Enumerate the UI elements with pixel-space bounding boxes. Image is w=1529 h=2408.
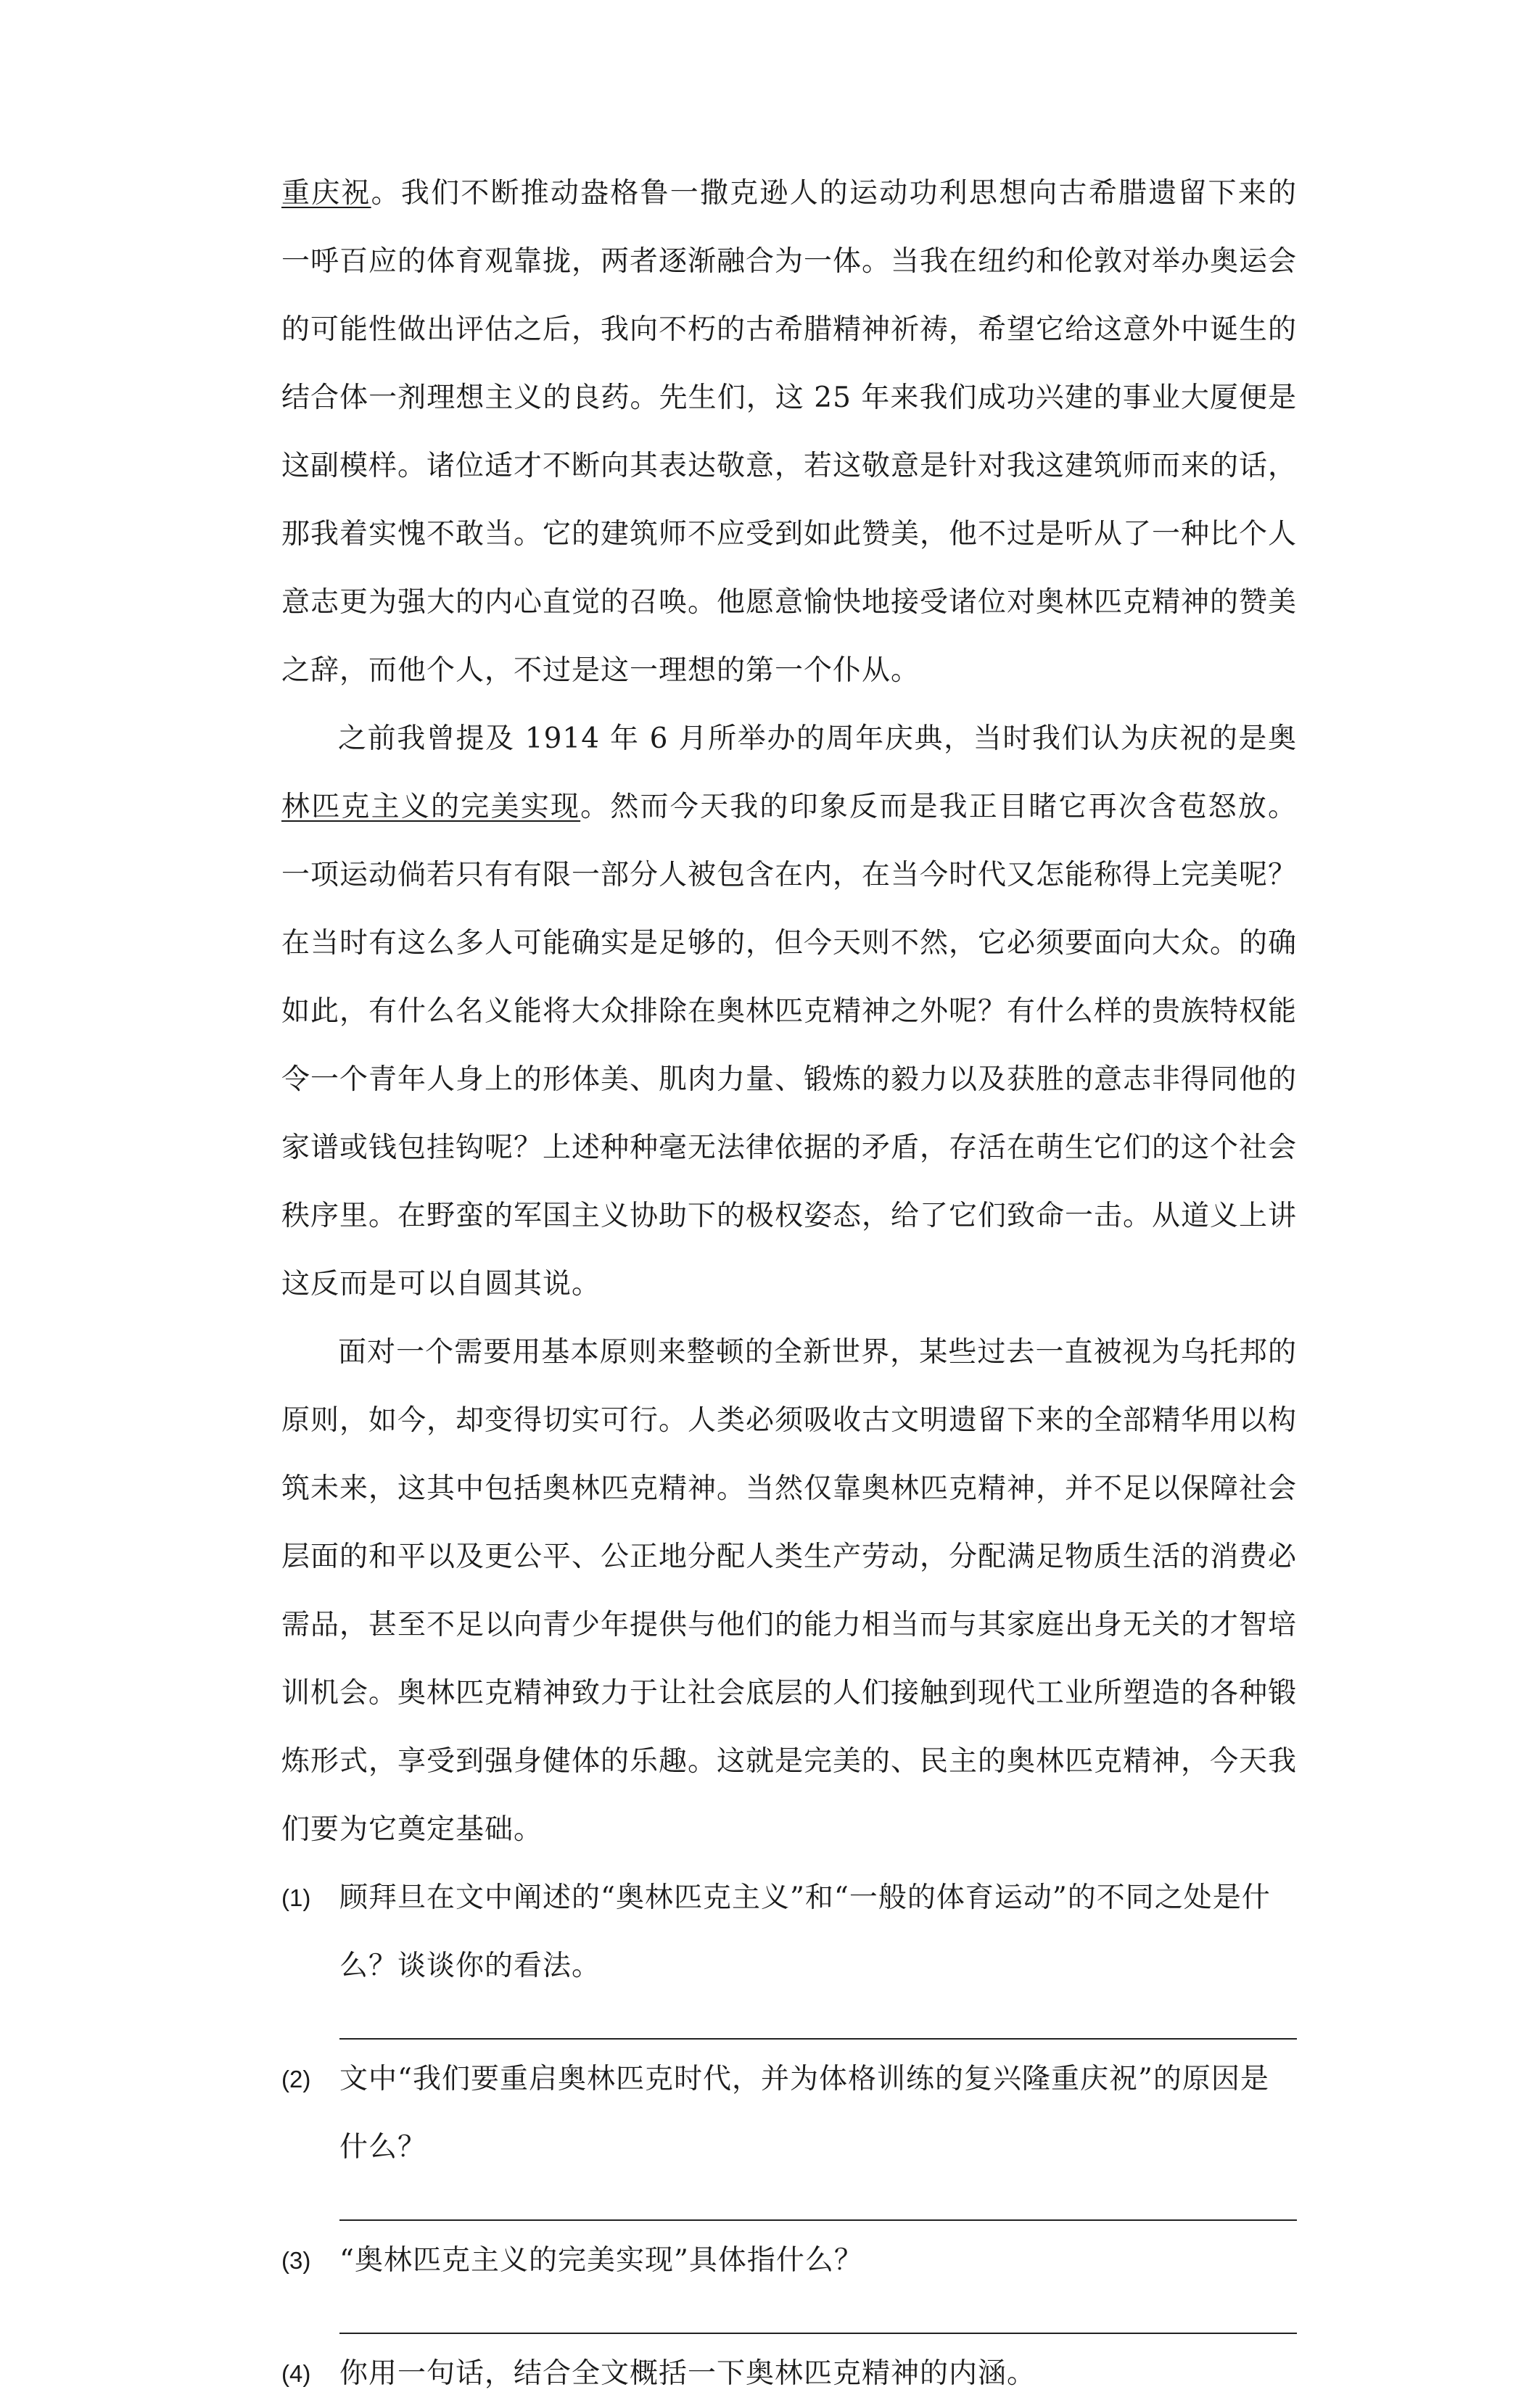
answer-line[interactable]	[339, 2333, 1297, 2334]
paragraph-text: 面对一个需要用基本原则来整顿的全新世界，某些过去一直被视为乌托邦的原则，如今，却变得切实可行。人类必须吸收古文明遗留下来的全部精华用以构筑未来，这其中包括奥林匹克精神。当然仅靠奥林匹克精神，并不足以保障社会层面的和平以及更公平、公正地分配人类生产劳动，分配满足物质生活的消费必需品，甚至不足以向青少年提供与他们的能力相当而与其家庭出身无关的才智培训机会。奥林匹克精神致力于让社会底层的人们接触到现代工业所塑造的各种锻炼形式，享受到强身健体的乐趣。这就是完美的、民主的奥林匹克精神，今天我们要为它奠定基础。	[281, 1336, 1298, 1846]
question-item	[281, 2340, 1297, 2408]
question-number: (2)	[281, 2066, 311, 2092]
passage-paragraph	[281, 160, 1297, 705]
underlined-phrase: 林匹克主义的完美实现	[281, 791, 581, 823]
passage-paragraph	[281, 705, 1297, 1319]
paragraph-text: 。然而今天我的印象反而是我正目睹它再次含苞怒放。一项运动倘若只有有限一部分人被包含在内，在当今时代又怎能称得上完美呢？在当时有这么多人可能确实是足够的，但今天则不然，它必须要面向大众。的确如此，有什么名义能将大众排除在奥林匹克精神之外呢？有什么样的贵族特权能令一个青年人身上的形体美、肌肉力量、锻炼的毅力以及获胜的意志非得同他的家谱或钱包挂钩呢？上述种种毫无法律依据的矛盾，存活在萌生它们的这个社会秩序里。在野蛮的军国主义协助下的极权姿态，给了它们致命一击。从道义上讲这反而是可以自圆其说。	[281, 791, 1298, 1300]
underlined-phrase: 重庆祝	[281, 177, 371, 210]
question-text: 你用一句话，结合全文概括一下奥林匹克精神的内涵。	[339, 2357, 1036, 2390]
answer-line[interactable]	[339, 2219, 1297, 2221]
answer-line[interactable]	[339, 2038, 1297, 2040]
question-number: (1)	[281, 1884, 311, 1911]
question-item	[281, 1864, 1297, 2000]
paragraph-text: 之前我曾提及 1914 年 6 月所举办的周年庆典，当时我们认为庆祝的是奥	[338, 722, 1297, 755]
question-number: (3)	[281, 2247, 311, 2274]
question-text: 顾拜旦在文中阐述的“奥林匹克主义”和“一般的体育运动”的不同之处是什么？谈谈你的看法。	[339, 1881, 1271, 1982]
question-list	[281, 1864, 1297, 2408]
question-text: 文中“我们要重启奥林匹克时代，并为体格训练的复兴隆重庆祝”的原因是什么？	[339, 2063, 1269, 2164]
question-number: (4)	[281, 2360, 311, 2387]
passage-paragraph	[281, 1319, 1297, 1864]
document-page	[281, 160, 1297, 2408]
paragraph-text: 。我们不断推动盎格鲁一撒克逊人的运动功利思想向古希腊遗留下来的一呼百应的体育观靠拢，两者逐渐融合为一体。当我在纽约和伦敦对举办奥运会的可能性做出评估之后，我向不朽的古希腊精神祈祷，希望它给这意外中诞生的结合体一剂理想主义的良药。先生们，这 25 年来我们成功兴建的事业大厦便是这副模样。诸位适才不断向其表达敬意，若这敬意是针对我这建筑师而来的话，那我着实愧不敢当。它的建筑师不应受到如此赞美，他不过是听从了一种比个人意志更为强大的内心直觉的召唤。他愿意愉快地接受诸位对奥林匹克精神的赞美之辞，而他个人，不过是这一理想的第一个仆从。	[281, 177, 1298, 687]
question-text: “奥林匹克主义的完美实现”具体指什么？	[339, 2244, 863, 2277]
passage-body	[281, 160, 1297, 1864]
question-item	[281, 2045, 1297, 2182]
question-item	[281, 2227, 1297, 2295]
